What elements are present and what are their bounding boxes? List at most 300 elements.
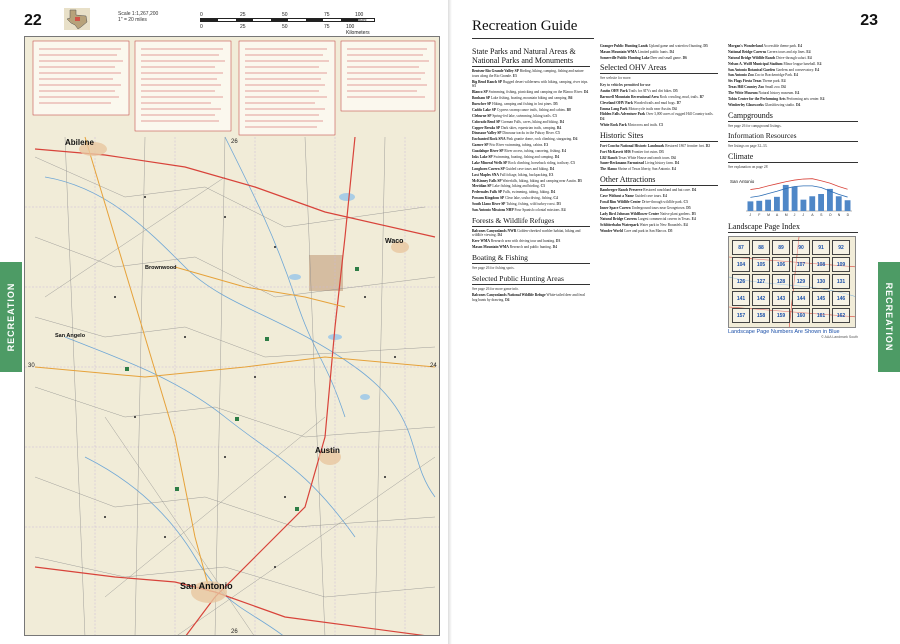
section-heading-information: Information Resources <box>728 131 797 141</box>
list-item <box>600 112 718 121</box>
entry-name: Colorado Bend SP <box>472 119 501 124</box>
scale-km-25: 25 <box>240 24 246 30</box>
hunting-continued-list <box>600 44 718 60</box>
index-page-cell[interactable]: 141 <box>732 291 750 306</box>
entry-grid-ref: B7 <box>699 94 704 99</box>
entry-name: Balcones Canyonlands National Wildlife Refuge <box>472 292 546 297</box>
entry-description: Tubing, fishing, wild turkey roost. <box>506 202 556 207</box>
road-map-graphic <box>25 37 440 636</box>
scale-mi-50: 50 <box>282 12 288 18</box>
entry-name: Bentsen-Rio Grande Valley SP <box>472 69 519 73</box>
list-item <box>600 212 718 217</box>
section-rule <box>472 263 590 264</box>
index-page-cell[interactable]: 127 <box>752 274 770 289</box>
list-item <box>600 206 718 211</box>
entry-description: Guided cave tours and hiking. <box>505 166 549 171</box>
lake-2 <box>289 274 301 280</box>
index-page-cell[interactable]: 131 <box>832 274 850 289</box>
entry-description: Frio River swimming, tubing, cabins. <box>489 143 544 148</box>
entry-name: Cave Without a Name <box>600 193 634 198</box>
entry-grid-ref: E4 <box>797 44 803 48</box>
section-rule <box>472 226 590 227</box>
city-label-brownwood: Brownwood <box>145 265 177 271</box>
index-page-cell[interactable]: 161 <box>812 308 830 323</box>
list-item <box>728 103 858 108</box>
month-tick-label: A <box>811 213 814 218</box>
map-page <box>0 0 448 644</box>
list-item <box>472 245 590 250</box>
index-page-cell[interactable]: 126 <box>732 274 750 289</box>
list-item <box>472 120 590 125</box>
entry-description: River access, tubing, canoeing, fishing. <box>504 149 561 154</box>
section-heading-index: Landscape Page Index <box>728 221 800 231</box>
entry-grid-ref: D4 <box>505 297 510 302</box>
recreation-tab-left-label: RECREATION <box>6 282 16 352</box>
entry-grid-ref: E4 <box>691 217 696 222</box>
entry-name: Sauer-Beckmann Farmstead <box>600 161 644 166</box>
month-tick-label: M <box>767 213 771 218</box>
entry-grid-ref: B6 <box>568 96 573 101</box>
index-page-cell[interactable]: 106 <box>772 257 790 272</box>
section-rule <box>728 121 858 122</box>
precip-bar <box>818 194 824 211</box>
list-item <box>600 95 718 100</box>
entry-name: Inner Space Cavern <box>600 205 631 210</box>
entry-name: Bonham SP <box>472 96 491 101</box>
index-page-cell[interactable]: 91 <box>812 240 830 255</box>
entry-description: Hiking, camping and fishing in lost pines. <box>492 101 553 106</box>
grid-number-left: 30 <box>28 363 35 369</box>
recreation-list-box-1 <box>33 41 129 115</box>
entry-grid-ref: E4 <box>671 167 676 172</box>
entry-description: Birding, hiking, camping, fishing and nature tours along the Rio Grande. <box>472 69 584 78</box>
list-item <box>472 69 590 78</box>
entry-grid-ref: E5 <box>512 73 517 78</box>
precip-bar <box>765 200 771 211</box>
entry-grid-ref: E4 <box>795 91 800 96</box>
list-item <box>472 96 590 101</box>
entry-name: Lady Bird Johnson Wildflower Center <box>600 211 660 216</box>
entry-grid-ref: D4 <box>669 49 674 54</box>
entry-grid-ref: D4 <box>549 166 555 171</box>
entry-description: Pink granite dome, rock climbing, stargazing. <box>506 137 573 142</box>
entry-description: Glassblowing studio. <box>764 102 796 107</box>
entry-grid-ref: S3 <box>472 84 476 89</box>
list-item <box>472 126 590 131</box>
hunting-note: See page 26 for more game info. <box>472 286 520 291</box>
entry-grid-ref: D3 <box>555 239 561 244</box>
page-number-left: 22 <box>24 12 42 29</box>
entry-grid-ref: D4 <box>672 106 677 111</box>
entry-description: Upland game and waterfowl hunting. <box>648 44 703 48</box>
month-tick-label: S <box>820 213 823 218</box>
entry-grid-ref: E4 <box>793 73 798 78</box>
index-page-cell[interactable]: 157 <box>732 308 750 323</box>
list-item <box>472 202 590 207</box>
entry-name: San Antonio Zoo <box>728 73 754 78</box>
section-heading-hunting: Selected Public Hunting Areas <box>472 273 564 283</box>
entry-grid-ref: C5 <box>658 123 664 128</box>
entry-name: Kerr WMA <box>472 239 490 244</box>
entry-description: Largest commercial cavern in Texas. <box>637 217 691 222</box>
entry-name: Schlitterbahn Waterpark <box>600 223 639 228</box>
grid-number-right: 24 <box>430 363 437 369</box>
index-page-cell[interactable]: 128 <box>772 274 790 289</box>
entry-grid-ref: E3 <box>544 143 549 148</box>
entry-grid-ref: D4 <box>795 102 801 107</box>
list-item <box>600 150 718 155</box>
precip-bar <box>748 202 754 212</box>
entry-grid-ref: D5 <box>703 44 708 48</box>
precip-bar <box>774 197 780 211</box>
entry-name: Fort Concho National Historic Landmark <box>600 143 665 148</box>
entry-name: White Rock Park <box>600 123 627 128</box>
list-item <box>600 56 718 61</box>
entry-name: Austin OHV Park <box>600 88 628 93</box>
section-heading-other: Other Attractions <box>600 175 656 185</box>
index-page-cell[interactable]: 87 <box>732 240 750 255</box>
entry-description: Rock crawling, mud, trails. <box>659 94 699 99</box>
recreation-list-box-4 <box>341 41 435 111</box>
entry-description: Lake fishing, boating, mountain biking and camping. <box>490 96 568 101</box>
index-credit: © AAA Landmark South <box>821 334 858 339</box>
entry-description: Limited public hunts. <box>637 49 669 54</box>
scale-bar-graphic <box>200 18 375 22</box>
entry-name: Bamberger Ranch Preserve <box>600 188 643 193</box>
entry-grid-ref: D6 <box>682 55 687 60</box>
entry-name: Natural Bridge Caverns <box>600 217 637 222</box>
entry-grid-ref: C4 <box>553 196 558 201</box>
low-temp-line <box>750 186 847 198</box>
forests-list <box>472 229 590 250</box>
entry-description: Drive-through wildlife park. <box>641 199 683 204</box>
index-caption: Landscape Page Numbers Are Shown in Blue <box>728 328 840 335</box>
scale-km-0: 0 <box>200 24 203 30</box>
grid-number-top: 26 <box>231 139 238 145</box>
entry-grid-ref: C5 <box>552 113 557 118</box>
entry-grid-ref: D5 <box>553 101 558 106</box>
list-item <box>472 167 590 172</box>
entry-grid-ref: D4 <box>674 161 680 166</box>
entry-description: Falls, swimming, tubing, hiking. <box>503 190 550 195</box>
entry-name: Caddo Lake SP <box>472 107 496 112</box>
entry-grid-ref: E4 <box>662 193 667 198</box>
section-heading-ohv: Selected OHV Areas <box>600 63 667 73</box>
entry-description: Rugged desert wilderness with hiking, camping, river trips. <box>502 79 589 84</box>
month-tick-label: M <box>784 213 788 218</box>
list-item <box>600 89 718 94</box>
scale-km-100: 100 Kilometers <box>346 24 370 36</box>
list-item <box>472 114 590 119</box>
entry-description: Accessible theme park. <box>763 44 797 48</box>
index-page-cell[interactable]: 105 <box>752 257 770 272</box>
scale-mi-25: 25 <box>240 12 246 18</box>
entry-description: Guided cave tours. <box>634 193 662 198</box>
index-page-cell[interactable]: 144 <box>792 291 810 306</box>
entry-description: Lake fishing, hiking and birding. <box>492 184 540 189</box>
month-tick-label: N <box>837 213 841 218</box>
entry-name: The Witte Museum <box>728 91 758 96</box>
section-heading-boating: Boating & Fishing <box>472 252 528 262</box>
entry-grid-ref: E4 <box>815 67 820 72</box>
list-item <box>600 188 718 193</box>
entry-description: Golden-cheeked warbler habitat, hiking and wildlife viewing. <box>472 228 581 238</box>
ohv-note: See website for more. <box>600 76 632 81</box>
texas-locator-icon <box>64 8 90 30</box>
index-page-cell[interactable]: 107 <box>792 257 810 272</box>
list-item <box>600 200 718 205</box>
entry-grid-ref: D3 <box>659 149 664 154</box>
entry-grid-ref: D5 <box>691 211 696 216</box>
entry-grid-ref: E4 <box>561 149 566 154</box>
index-page-cell[interactable]: 88 <box>752 240 770 255</box>
entry-name: Longhorn Cavern SP <box>472 166 505 171</box>
entry-grid-ref: D4 <box>600 117 605 122</box>
entry-description: Small zoo. <box>765 85 781 90</box>
entry-grid-ref: D4 <box>554 154 560 159</box>
entry-name: Copper Breaks SP <box>472 125 501 130</box>
ohv-list <box>600 89 718 128</box>
guide-column-1 <box>472 44 590 303</box>
list-item <box>600 161 718 166</box>
list-item <box>472 184 590 189</box>
section-rule <box>600 185 718 186</box>
month-tick-label: J <box>802 213 805 218</box>
entry-description: Cave and park in San Marcos. <box>623 229 668 234</box>
entry-name: San Antonio Botanical Garden <box>728 67 776 72</box>
precip-bar <box>827 189 833 211</box>
list-item <box>728 79 858 84</box>
month-tick-label: J <box>749 213 752 218</box>
scale-mi-75: 75 <box>324 12 330 18</box>
recreation-tab-left <box>0 262 22 372</box>
entry-description: Native plant gardens. <box>660 211 691 216</box>
entry-name: Barnwell Mountain Recreational Area <box>600 94 659 99</box>
entry-description: Rock climbing, horseback riding, trailway. <box>508 160 570 165</box>
index-page-cell[interactable]: 130 <box>812 274 830 289</box>
entry-grid-ref: E4 <box>806 49 811 54</box>
entry-name: McKinney Falls SP <box>472 178 502 183</box>
section-rule <box>472 284 590 285</box>
list-item <box>472 179 590 184</box>
section-heading-climate: Climate <box>728 152 754 162</box>
climate-note: See explanation on page 28 <box>728 165 768 170</box>
entry-description: Motocross and trails. <box>627 123 658 128</box>
list-item <box>600 144 718 149</box>
index-page-cell[interactable]: 143 <box>772 291 790 306</box>
entry-grid-ref: D5 <box>668 229 673 234</box>
state-parks-list <box>472 69 590 213</box>
entry-grid-ref: D4 <box>497 233 502 238</box>
entry-grid-ref: D4 <box>671 155 676 160</box>
entry-description: White-tailed deer and feral hog hunts by drawing. <box>472 292 586 302</box>
list-item <box>472 131 590 136</box>
list-item <box>472 102 590 107</box>
list-item <box>728 73 858 78</box>
entry-grid-ref: D3 <box>556 202 561 207</box>
road-map <box>24 36 440 636</box>
information-note: See listings on page 32–33. <box>728 144 768 149</box>
index-page-cell[interactable]: 160 <box>792 308 810 323</box>
city-label-austin: Austin <box>315 446 340 455</box>
index-page-cell[interactable]: 146 <box>832 291 850 306</box>
month-tick-label: F <box>758 213 761 218</box>
scale-mi-0: 0 <box>200 12 203 18</box>
entry-description: Waterfalls, hiking, biking and camping near Austin. <box>502 178 577 183</box>
list-item <box>472 208 590 213</box>
index-page-cell[interactable]: 142 <box>752 291 770 306</box>
entry-grid-ref: D7 <box>676 100 681 105</box>
entry-name: Meridian SP <box>472 184 492 189</box>
entry-name: Wimberley Glassworks <box>728 102 764 107</box>
list-item <box>600 50 718 55</box>
guide-column-2 <box>600 44 718 235</box>
precip-bar <box>801 200 807 211</box>
city-label-san-angelo: San Angelo <box>55 333 86 339</box>
recreation-tab-right-label: RECREATION <box>884 282 894 352</box>
page-number-right: 23 <box>860 12 878 29</box>
entry-description: Deer and small game. <box>650 55 682 60</box>
list-item <box>472 229 590 238</box>
entry-grid-ref: C5 <box>570 160 575 165</box>
entry-description: Trails for ATVs and dirt bikes. <box>628 88 673 93</box>
entry-name: Fossil Rim Wildlife Center <box>600 199 641 204</box>
entry-grid-ref: B8 <box>566 107 571 112</box>
military-reservation <box>309 255 343 291</box>
climate-chart <box>728 173 856 217</box>
section-heading-historic: Historic Sites <box>600 130 644 140</box>
list-item <box>472 196 590 201</box>
list-item <box>728 44 858 49</box>
list-item <box>472 239 590 244</box>
entry-grid-ref: D4 <box>781 85 786 90</box>
entry-description: Fall foliage, hiking, backpacking. <box>499 172 549 177</box>
entry-name: Wonder World <box>600 229 623 234</box>
list-item <box>600 123 718 128</box>
landscape-page-index-map <box>728 236 856 328</box>
index-page-cell[interactable]: 158 <box>752 308 770 323</box>
city-label-san-antonio: San Antonio <box>180 581 233 591</box>
entry-name: Possum Kingdom SP <box>472 196 505 201</box>
ohv-key-heading: Key to vehicles permitted for use <box>600 82 651 87</box>
entry-name: The Alamo <box>600 167 617 172</box>
list-item <box>472 108 590 113</box>
list-item <box>472 90 590 95</box>
entry-name: Inks Lake SP <box>472 154 493 159</box>
index-page-cell[interactable]: 159 <box>772 308 790 323</box>
entry-grid-ref: C5 <box>555 131 560 136</box>
entry-name: Lake Mineral Wells SP <box>472 160 508 165</box>
entry-description: Restored 1867 frontier fort. <box>665 143 705 148</box>
list-item <box>472 155 590 160</box>
index-page-cell[interactable]: 129 <box>792 274 810 289</box>
entry-grid-ref: E4 <box>683 223 688 228</box>
entry-description: Theme park. <box>762 79 781 84</box>
lake-4 <box>360 394 370 400</box>
list-item <box>600 44 718 49</box>
index-page-cell[interactable]: 92 <box>832 240 850 255</box>
month-tick-label: J <box>793 213 796 218</box>
entry-name: Blanco SP <box>472 90 488 95</box>
entry-grid-ref: E4 <box>817 61 822 66</box>
entry-description: Cavern tours and zip lines. <box>767 49 806 54</box>
month-tick-label: A <box>775 213 779 218</box>
entry-description: Performing arts center. <box>786 97 820 102</box>
entry-grid-ref: E4 <box>561 208 566 212</box>
entry-description: Cypress swamp canoe trails, fishing and cabins. <box>496 107 566 112</box>
index-page-cell[interactable]: 162 <box>832 308 850 323</box>
index-page-cell[interactable]: 104 <box>732 257 750 272</box>
list-item <box>472 80 590 89</box>
grid-number-bottom: 26 <box>231 629 238 635</box>
list-item <box>728 91 858 96</box>
index-page-cell[interactable]: 89 <box>772 240 790 255</box>
entry-name: Granger Public Hunting Lands <box>600 44 648 48</box>
entry-description: Gorman Falls, caves, hiking and biking. <box>501 119 559 124</box>
scale-bar <box>200 12 375 36</box>
month-tick-label: D <box>846 213 850 218</box>
list-item <box>600 217 718 222</box>
entry-name: Natural Bridge Wildlife Ranch <box>728 55 776 60</box>
entry-name: Morgan's Wonderland <box>728 44 763 48</box>
recreation-guide-page <box>452 0 900 644</box>
entry-name: Somerville Public Hunting Lake <box>600 55 650 60</box>
section-rule <box>600 141 718 142</box>
entry-name: Cleburne SP <box>472 113 492 118</box>
index-page-cell[interactable]: 90 <box>792 240 810 255</box>
entry-grid-ref: D4 <box>550 190 556 195</box>
entry-description: Gardens and conservatory. <box>775 67 815 72</box>
entry-name: Hidden Falls Adventure Park <box>600 112 646 117</box>
entry-name: Emma Long Park <box>600 106 628 111</box>
list-item <box>728 56 858 61</box>
section-heading-campgrounds: Campgrounds <box>728 110 773 120</box>
list-item <box>728 50 858 55</box>
list-item <box>472 293 590 302</box>
entry-description: Minor league baseball. <box>783 61 817 66</box>
scale-km-75: 75 <box>324 24 330 30</box>
list-item <box>600 101 718 106</box>
entry-description: Natural history museum. <box>758 91 795 96</box>
index-page-cell[interactable]: 109 <box>832 257 850 272</box>
entry-name: Mason Mountain WMA <box>472 245 509 250</box>
entry-name: Mason Mountain WMA <box>600 49 637 54</box>
index-page-cell[interactable]: 145 <box>812 291 830 306</box>
list-item <box>728 68 858 73</box>
entry-name: Balcones Canyonlands NWR <box>472 228 517 233</box>
guide-column-3 <box>728 44 858 339</box>
entry-grid-ref: C5 <box>683 199 688 204</box>
list-item <box>472 173 590 178</box>
list-item <box>600 156 718 161</box>
page-title: Recreation Guide <box>472 18 578 34</box>
scale-sub: 1" = 20 miles <box>118 17 147 23</box>
entry-description: Clear lake, scuba diving, fishing. <box>505 196 553 201</box>
list-item <box>472 149 590 154</box>
entry-name: Fort McKavett SHS <box>600 149 631 154</box>
list-item <box>728 85 858 90</box>
entry-grid-ref: D4 <box>691 188 697 193</box>
entry-grid-ref: C5 <box>540 184 545 189</box>
entry-name: Tobin Center for the Performing Arts <box>728 97 786 102</box>
list-item <box>600 229 718 234</box>
index-page-cell[interactable]: 108 <box>812 257 830 272</box>
section-rule <box>728 141 858 142</box>
entry-description: Restored ranchland and bat cave. <box>643 188 691 193</box>
entry-name: South Llano River SP <box>472 202 506 207</box>
entry-name: Nelson A. Wolff Municipal Stadium <box>728 61 783 66</box>
entry-name: Enchanted Rock SNA <box>472 137 506 142</box>
